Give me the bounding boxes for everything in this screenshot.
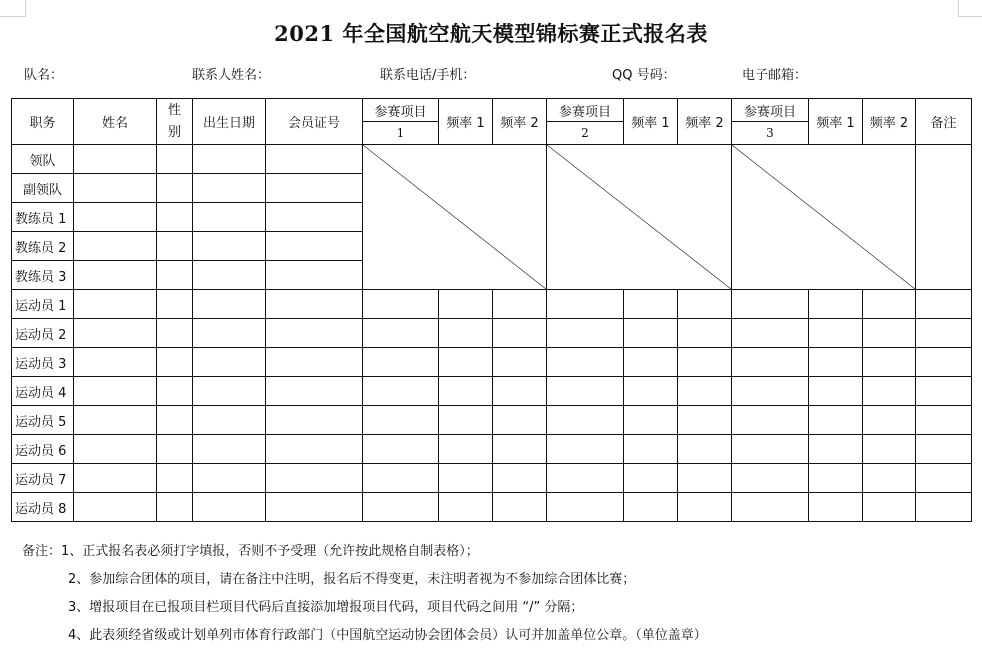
gender-input-cell[interactable] <box>157 261 193 290</box>
name-input-cell[interactable] <box>74 406 157 435</box>
name-input-cell[interactable] <box>74 319 157 348</box>
event-2-freq-1-input-cell[interactable] <box>624 435 678 464</box>
member-id-input-cell[interactable] <box>266 290 363 319</box>
header-gender-line1: 性 <box>167 102 181 118</box>
event-1-freq-2-input-cell[interactable] <box>493 464 547 493</box>
event-2-freq-2-input-cell[interactable] <box>678 435 732 464</box>
member-id-input-cell[interactable] <box>266 261 363 290</box>
gender-input-cell[interactable] <box>157 348 193 377</box>
birth-date-input-cell[interactable] <box>193 493 266 522</box>
event-2-freq-1-input-cell[interactable] <box>624 406 678 435</box>
event-1-freq-1-input-cell[interactable] <box>439 377 493 406</box>
diagonal-line-icon <box>732 145 915 289</box>
event-2-input-cell[interactable] <box>547 377 624 406</box>
name-input-cell[interactable] <box>74 377 157 406</box>
email-label: 电子邮箱： <box>742 68 808 83</box>
birth-date-input-cell[interactable] <box>193 203 266 232</box>
event-1-freq-2-input-cell[interactable] <box>493 377 547 406</box>
name-input-cell[interactable] <box>74 464 157 493</box>
event-3-freq-2-input-cell[interactable] <box>863 406 916 435</box>
notes-section <box>22 538 707 650</box>
event-1-input-cell[interactable] <box>363 493 439 522</box>
event-3-freq-2-input-cell[interactable] <box>863 319 916 348</box>
header-remark: 备注 <box>916 99 972 145</box>
table-row-athlete <box>12 493 972 522</box>
event-3-freq-2-input-cell[interactable] <box>863 290 916 319</box>
role-cell: 副领队 <box>12 174 74 203</box>
role-cell: 运动员 1 <box>12 290 74 319</box>
event-3-input-cell[interactable] <box>732 377 809 406</box>
remark-input-cell[interactable] <box>916 493 972 522</box>
role-cell: 运动员 3 <box>12 348 74 377</box>
event-1-freq-2-input-cell[interactable] <box>493 319 547 348</box>
note-item-1 <box>22 538 707 566</box>
event-2-freq-2-input-cell[interactable] <box>678 319 732 348</box>
header-event-3-number: 3 <box>732 122 809 145</box>
gender-input-cell[interactable] <box>157 174 193 203</box>
role-cell: 教练员 2 <box>12 232 74 261</box>
diagonal-line-icon <box>547 145 731 289</box>
event-1-freq-1-input-cell[interactable] <box>439 464 493 493</box>
event-2-freq-1-input-cell[interactable] <box>624 348 678 377</box>
role-cell: 领队 <box>12 145 74 174</box>
table-row-staff <box>12 145 972 174</box>
staff-remark-cell[interactable] <box>916 145 972 290</box>
event-3-input-cell[interactable] <box>732 406 809 435</box>
event-2-freq-2-input-cell[interactable] <box>678 290 732 319</box>
name-input-cell[interactable] <box>74 348 157 377</box>
event-1-freq-1-input-cell[interactable] <box>439 348 493 377</box>
event-1-freq-2-input-cell[interactable] <box>493 435 547 464</box>
event-3-input-cell[interactable] <box>732 319 809 348</box>
event-3-freq-2-input-cell[interactable] <box>863 435 916 464</box>
table-row-athlete <box>12 319 972 348</box>
table-row-athlete <box>12 348 972 377</box>
event-3-freq-1-input-cell[interactable] <box>809 493 863 522</box>
name-input-cell[interactable] <box>74 145 157 174</box>
header-event-2-freq-1: 频率 1 <box>624 99 678 145</box>
role-cell: 运动员 7 <box>12 464 74 493</box>
event-3-staff-diagonal-cell <box>732 145 916 290</box>
remark-input-cell[interactable] <box>916 319 972 348</box>
member-id-input-cell[interactable] <box>266 319 363 348</box>
birth-date-input-cell[interactable] <box>193 174 266 203</box>
role-cell: 教练员 3 <box>12 261 74 290</box>
header-member-id: 会员证号 <box>266 99 363 145</box>
event-1-input-cell[interactable] <box>363 348 439 377</box>
birth-date-input-cell[interactable] <box>193 377 266 406</box>
gender-input-cell[interactable] <box>157 290 193 319</box>
event-2-freq-2-input-cell[interactable] <box>678 464 732 493</box>
header-gender-line2: 别 <box>167 124 181 140</box>
event-2-freq-1-input-cell[interactable] <box>624 464 678 493</box>
name-input-cell[interactable] <box>74 203 157 232</box>
header-event-3-freq-2: 频率 2 <box>863 99 916 145</box>
birth-date-input-cell[interactable] <box>193 232 266 261</box>
name-input-cell[interactable] <box>74 261 157 290</box>
event-1-freq-2-input-cell[interactable] <box>493 290 547 319</box>
event-3-freq-1-input-cell[interactable] <box>809 464 863 493</box>
event-3-freq-1-input-cell[interactable] <box>809 435 863 464</box>
header-role: 职务 <box>12 99 74 145</box>
header-event-2-number: 2 <box>547 122 624 145</box>
event-3-freq-1-input-cell[interactable] <box>809 406 863 435</box>
team-name-label: 队名： <box>24 68 64 83</box>
event-1-input-cell[interactable] <box>363 377 439 406</box>
remark-input-cell[interactable] <box>916 348 972 377</box>
event-3-freq-1-input-cell[interactable] <box>809 319 863 348</box>
header-event-2-freq-2: 频率 2 <box>678 99 732 145</box>
table-row-athlete <box>12 406 972 435</box>
event-3-freq-2-input-cell[interactable] <box>863 348 916 377</box>
event-1-freq-2-input-cell[interactable] <box>493 406 547 435</box>
note-item-2: 2、参加综合团体的项目，请在备注中注明，报名后不得变更，未注明者视为不参加综合团体比赛； <box>68 572 636 587</box>
role-cell: 运动员 2 <box>12 319 74 348</box>
event-2-freq-2-input-cell[interactable] <box>678 406 732 435</box>
header-event-1: 参赛项目 <box>363 99 439 122</box>
event-2-input-cell[interactable] <box>547 319 624 348</box>
event-1-freq-1-input-cell[interactable] <box>439 406 493 435</box>
event-3-input-cell[interactable] <box>732 493 809 522</box>
event-1-staff-diagonal-cell <box>363 145 547 290</box>
registration-table-wrapper <box>11 98 972 522</box>
notes-prefix: 备注： <box>22 544 62 559</box>
role-cell: 运动员 8 <box>12 493 74 522</box>
page-corner-mark-left <box>0 0 26 17</box>
birth-date-input-cell[interactable] <box>193 290 266 319</box>
event-1-freq-1-input-cell[interactable] <box>439 319 493 348</box>
event-2-input-cell[interactable] <box>547 406 624 435</box>
gender-input-cell[interactable] <box>157 377 193 406</box>
table-row-athlete <box>12 435 972 464</box>
header-event-3: 参赛项目 <box>732 99 809 122</box>
role-cell: 教练员 1 <box>12 203 74 232</box>
name-input-cell[interactable] <box>74 435 157 464</box>
role-cell: 运动员 5 <box>12 406 74 435</box>
event-3-input-cell[interactable] <box>732 435 809 464</box>
diagonal-line-icon <box>363 145 546 289</box>
event-2-freq-2-input-cell[interactable] <box>678 377 732 406</box>
member-id-input-cell[interactable] <box>266 464 363 493</box>
table-row-athlete <box>12 290 972 319</box>
event-1-input-cell[interactable] <box>363 406 439 435</box>
gender-input-cell[interactable] <box>157 464 193 493</box>
name-input-cell[interactable] <box>74 232 157 261</box>
gender-input-cell[interactable] <box>157 232 193 261</box>
event-3-freq-1-input-cell[interactable] <box>809 348 863 377</box>
note-text: 1、正式报名表必须打字填报，否则不予受理（允许按此规格自制表格）； <box>61 544 479 559</box>
remark-input-cell[interactable] <box>916 406 972 435</box>
note-item-4: 4、此表须经省级或计划单列市体育行政部门（中国航空运动协会团体会员）认可并加盖单位公章。（单位盖章） <box>68 628 707 643</box>
header-event-3-freq-1: 频率 1 <box>809 99 863 145</box>
remark-input-cell[interactable] <box>916 464 972 493</box>
event-3-input-cell[interactable] <box>732 348 809 377</box>
member-id-input-cell[interactable] <box>266 493 363 522</box>
table-row-athlete <box>12 464 972 493</box>
gender-input-cell[interactable] <box>157 435 193 464</box>
event-3-freq-2-input-cell[interactable] <box>863 377 916 406</box>
birth-date-input-cell[interactable] <box>193 145 266 174</box>
member-id-input-cell[interactable] <box>266 348 363 377</box>
event-2-input-cell[interactable] <box>547 348 624 377</box>
header-name: 姓名 <box>74 99 157 145</box>
gender-input-cell[interactable] <box>157 145 193 174</box>
event-2-input-cell[interactable] <box>547 290 624 319</box>
event-2-freq-2-input-cell[interactable] <box>678 493 732 522</box>
member-id-input-cell[interactable] <box>266 435 363 464</box>
event-3-freq-1-input-cell[interactable] <box>809 377 863 406</box>
event-2-input-cell[interactable] <box>547 464 624 493</box>
event-3-input-cell[interactable] <box>732 464 809 493</box>
header-gender <box>157 99 193 145</box>
event-1-input-cell[interactable] <box>363 435 439 464</box>
event-2-freq-1-input-cell[interactable] <box>624 290 678 319</box>
gender-input-cell[interactable] <box>157 203 193 232</box>
event-1-freq-1-input-cell[interactable] <box>439 290 493 319</box>
gender-input-cell[interactable] <box>157 319 193 348</box>
event-2-staff-diagonal-cell <box>547 145 732 290</box>
birth-date-input-cell[interactable] <box>193 261 266 290</box>
birth-date-input-cell[interactable] <box>193 348 266 377</box>
note-item-3: 3、增报项目在已报项目栏项目代码后直接添加增报项目代码，项目代码之间用 “/” 分隔； <box>68 600 584 615</box>
role-cell: 运动员 4 <box>12 377 74 406</box>
event-1-input-cell[interactable] <box>363 319 439 348</box>
event-3-freq-2-input-cell[interactable] <box>863 464 916 493</box>
remark-input-cell[interactable] <box>916 435 972 464</box>
qq-number-label: QQ 号码： <box>612 68 676 83</box>
header-birth-date: 出生日期 <box>193 99 266 145</box>
birth-date-input-cell[interactable] <box>193 464 266 493</box>
event-2-freq-1-input-cell[interactable] <box>624 377 678 406</box>
member-id-input-cell[interactable] <box>266 406 363 435</box>
event-1-freq-1-input-cell[interactable] <box>439 435 493 464</box>
name-input-cell[interactable] <box>74 290 157 319</box>
remark-input-cell[interactable] <box>916 290 972 319</box>
page-title: 2021 年全国航空航天模型锦标赛正式报名表 <box>274 21 708 46</box>
header-event-1-freq-1: 频率 1 <box>439 99 493 145</box>
birth-date-input-cell[interactable] <box>193 406 266 435</box>
gender-input-cell[interactable] <box>157 406 193 435</box>
header-event-2: 参赛项目 <box>547 99 624 122</box>
header-event-1-freq-2: 频率 2 <box>493 99 547 145</box>
event-1-input-cell[interactable] <box>363 290 439 319</box>
name-input-cell[interactable] <box>74 493 157 522</box>
event-3-freq-1-input-cell[interactable] <box>809 290 863 319</box>
event-1-freq-1-input-cell[interactable] <box>439 493 493 522</box>
member-id-input-cell[interactable] <box>266 232 363 261</box>
table-header-row <box>12 99 972 122</box>
registration-table <box>11 98 972 522</box>
event-1-freq-2-input-cell[interactable] <box>493 493 547 522</box>
event-2-freq-2-input-cell[interactable] <box>678 348 732 377</box>
event-2-input-cell[interactable] <box>547 493 624 522</box>
birth-date-input-cell[interactable] <box>193 319 266 348</box>
member-id-input-cell[interactable] <box>266 145 363 174</box>
event-2-input-cell[interactable] <box>547 435 624 464</box>
contact-name-label: 联系人姓名： <box>192 68 271 83</box>
event-1-freq-2-input-cell[interactable] <box>493 348 547 377</box>
event-3-input-cell[interactable] <box>732 290 809 319</box>
remark-input-cell[interactable] <box>916 377 972 406</box>
table-row-athlete <box>12 377 972 406</box>
event-2-freq-1-input-cell[interactable] <box>624 493 678 522</box>
page-corner-mark-right <box>958 0 982 17</box>
event-2-freq-1-input-cell[interactable] <box>624 319 678 348</box>
name-input-cell[interactable] <box>74 174 157 203</box>
contact-phone-label: 联系电话/手机： <box>380 68 476 83</box>
member-id-input-cell[interactable] <box>266 174 363 203</box>
role-cell: 运动员 6 <box>12 435 74 464</box>
member-id-input-cell[interactable] <box>266 377 363 406</box>
event-1-input-cell[interactable] <box>363 464 439 493</box>
birth-date-input-cell[interactable] <box>193 435 266 464</box>
header-event-1-number: 1 <box>363 122 439 145</box>
event-3-freq-2-input-cell[interactable] <box>863 493 916 522</box>
member-id-input-cell[interactable] <box>266 203 363 232</box>
gender-input-cell[interactable] <box>157 493 193 522</box>
